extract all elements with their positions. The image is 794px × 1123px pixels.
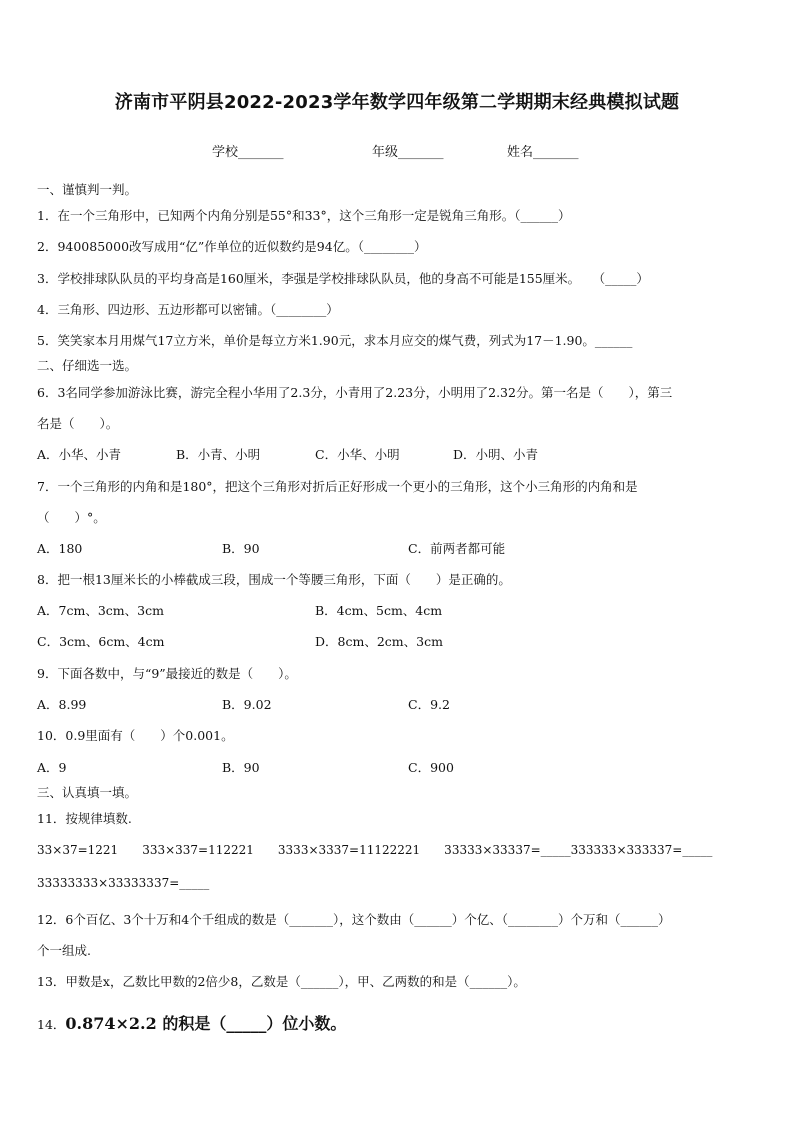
page-title: 济南市平阴县2022-2023学年数学四年级第二学期期末经典模拟试题 (114, 92, 680, 113)
q6-option-c: C．小华、小明 (315, 447, 400, 462)
section-heading-1: 一、谨慎判一判。 (37, 182, 138, 197)
q10-option-a: A．9 (37, 760, 67, 775)
question-9: 9．下面各数中，与“9”最接近的数是（ ）。 (37, 666, 297, 681)
grade-field: 年级_______ (372, 145, 444, 160)
question-11: 11．按规律填数. (37, 811, 132, 826)
q9-option-a: A．8.99 (37, 697, 87, 712)
question-7-line-2: （ ）°。 (37, 510, 106, 525)
q8-option-c: C．3cm、6cm、4cm (37, 634, 165, 649)
name-field: 姓名_______ (507, 145, 579, 160)
question-6-line-1: 6．3名同学参加游泳比赛，游完全程小华用了2.3分，小青用了2.23分，小明用了2.32分。第一名是（ ），第三 (37, 385, 673, 400)
question-13: 13．甲数是x，乙数比甲数的2倍少8，乙数是（______），甲、乙两数的和是（______）。 (37, 974, 526, 989)
question-10: 10．0.9里面有（ ）个0.001。 (37, 728, 234, 743)
q8-option-a: A．7cm、3cm、3cm (37, 603, 164, 618)
q9-option-c: C．9.2 (408, 697, 450, 712)
q10-option-c: C．900 (408, 760, 454, 775)
question-11-pattern-line-1: 33×37=1221 333×337=112221 3333×3337=11122221 33333×33337=_____333333×333337=_____ (37, 843, 713, 857)
question-6-line-2: 名是（ ）。 (37, 416, 119, 431)
q6-option-a: A．小华、小青 (37, 447, 122, 462)
q7-option-c: C．前两者都可能 (408, 541, 506, 556)
question-2: 2．940085000改写成用“亿”作单位的近似数约是94亿。（________） (37, 239, 427, 254)
q7-option-a: A．180 (37, 541, 83, 556)
q8-option-b: B．4cm、5cm、4cm (315, 603, 443, 618)
q6-option-b: B．小青、小明 (176, 447, 261, 462)
question-3: 3．学校排球队队员的平均身高是160厘米，李强是学校排球队队员，他的身高不可能是155厘米。 （_____） (37, 271, 649, 286)
question-11-pattern-line-2: 33333333×33333337=_____ (37, 876, 210, 890)
section-heading-2: 二、仔细选一选。 (37, 358, 138, 373)
q6-option-d: D．小明、小青 (453, 447, 539, 462)
question-5: 5．笑笑家本月用煤气17立方米，单价是每立方米1.90元，求本月应交的煤气费，列式为17－1.90。______ (37, 333, 633, 348)
question-7-line-1: 7．一个三角形的内角和是180°，把这个三角形对折后正好形成一个更小的三角形，这个小三角形的内角和是 (37, 479, 638, 494)
school-field: 学校_______ (212, 145, 284, 160)
q8-option-d: D．8cm、2cm、3cm (315, 634, 443, 649)
question-14-text: 0.874×2.2 的积是（_____）位小数。 (65, 1014, 347, 1033)
q10-option-b: B．90 (222, 760, 260, 775)
question-8: 8．把一根13厘米长的小棒截成三段，围成一个等腰三角形，下面（ ）是正确的。 (37, 572, 511, 587)
q7-option-b: B．90 (222, 541, 260, 556)
question-12-line-1: 12．6个百亿、3个十万和4个千组成的数是（_______），这个数由（______）个亿、（________）个万和（______） (37, 912, 671, 927)
question-1: 1．在一个三角形中，已知两个内角分别是55°和33°，这个三角形一定是锐角三角形。（______） (37, 208, 571, 223)
question-4: 4．三角形、四边形、五边形都可以密铺。（________） (37, 302, 339, 317)
question-12-line-2: 个一组成. (37, 943, 91, 958)
q9-option-b: B．9.02 (222, 697, 272, 712)
section-heading-3: 三、认真填一填。 (37, 785, 138, 800)
question-14-number: 14． (37, 1017, 66, 1032)
question-14 (37, 1011, 346, 1034)
